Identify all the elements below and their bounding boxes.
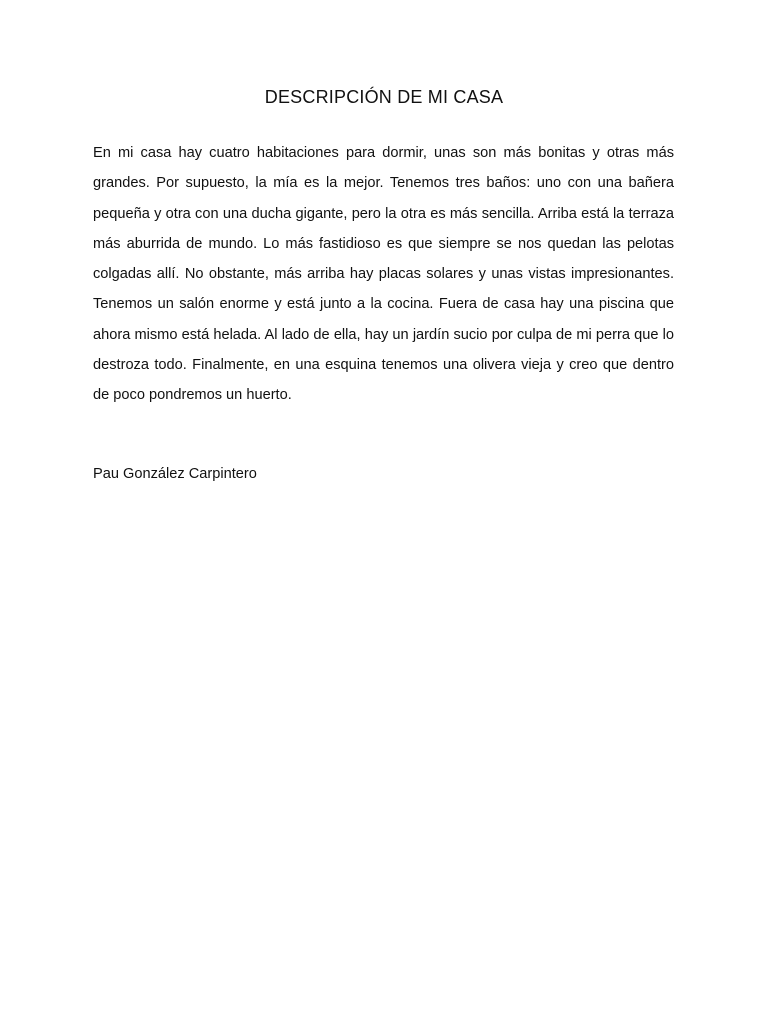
author-name: Pau González Carpintero	[93, 466, 257, 482]
document-title: DESCRIPCIÓN DE MI CASA	[264, 87, 504, 107]
body-paragraph: En mi casa hay cuatro habitaciones para dormir, unas son más bonitas y otras más grandes. Por supuesto, la mía es la mejor. Tenemos tres baños: uno con una bañera pequeña y otra con una ducha gigante, pero la otra es más sencilla. Arriba está la terraza más aburrida de mundo. Lo más fastidioso es que siempre se nos quedan las pelotas colgadas allí. No obstante, más arriba hay placas solares y unas vistas impresionantes. Tenemos un salón enorme y está junto a la cocina. Fuera de casa hay una piscina que ahora mismo está helada. Al lado de ella, hay un jardín sucio por culpa de mi perra que lo destroza todo. Finalmente, en una esquina tenemos una olivera vieja y creo que dentro de poco pondremos un huerto.	[93, 145, 674, 404]
